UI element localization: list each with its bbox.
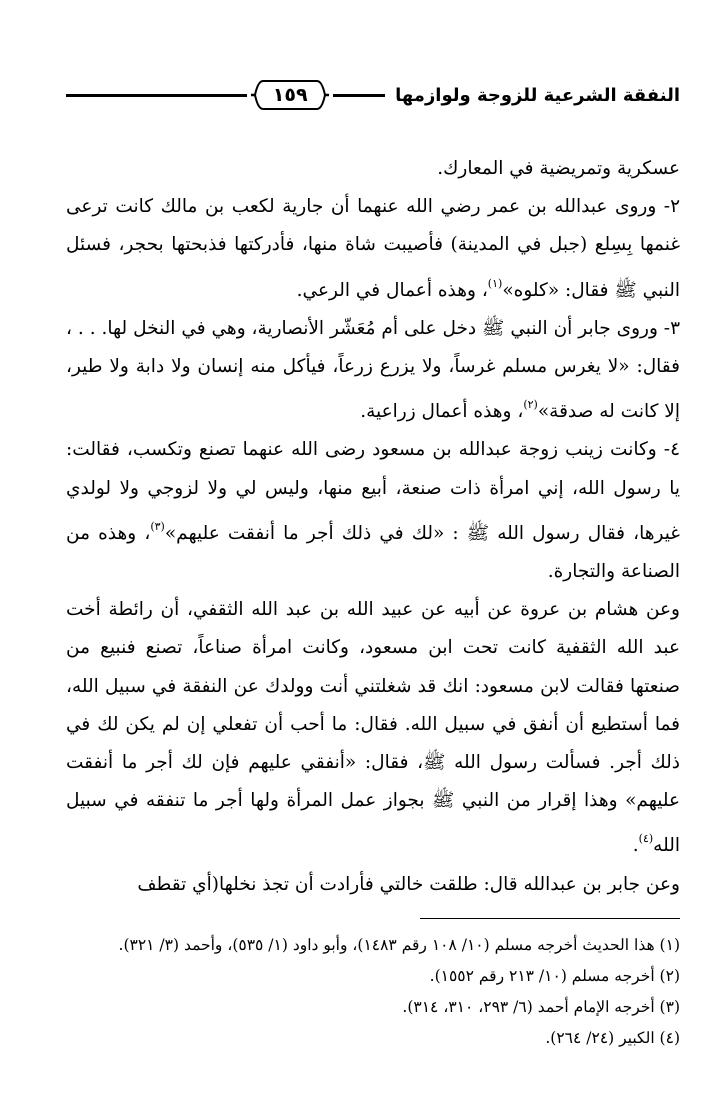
paragraph-5 [66, 591, 680, 865]
paragraph-text: ، وهذه أعمال زراعية. [360, 401, 524, 423]
paragraph-6: وعن جابر بن عبدالله قال: طلقت خالتي فأرادت أن تجذ نخلها(أي تقطف [137, 873, 680, 895]
paragraph-text: ٣- وروى جابر أن النبي ﷺ دخل على أم مُعَشّر الأنصارية، وهي في النخل لها. . . ، فقال: «لا يغرس مسلم غرساً، ولا يزرع زرعاً، فيأكل منه إنسان ولا دابة ولا طير، إلا كانت له صدقة» [66, 317, 680, 423]
footnote-ref: (١) [487, 276, 503, 290]
main-text [66, 150, 680, 904]
footnote-ref: (٢) [523, 398, 538, 412]
paragraph-text: ٢- وروى عبدالله بن عمر رضي الله عنهما أن جارية لكعب بن مالك كانت ترعى غنمها بِسِلع (جبل في المدينة) فأصيبت شاة منها، فأدركتها فذبحتها بحجر، فسئل النبي ﷺ فقال: «كلوه» [66, 196, 680, 301]
footnote: (١) هذا الحديث أخرجه مسلم (١٠/ ١٠٨ رقم ١٤٨٣)، وأبو داود (١/ ٥٣٥)، وأحمد (٣/ ٣٢١). [118, 936, 680, 954]
paragraph-4 [66, 431, 680, 591]
paragraph-text: ٤- وكانت زينب زوجة عبدالله بن مسعود رضى الله عنهما تصنع وتكسب، فقالت: يا رسول الله، إني امرأة ذات صنعة، أبيع منها، وليس لي ولا لزوجي ولا لولدي غيرها، فقال رسول الله ﷺ : «لك في ذلك أجر ما أنفقت عليهم» [66, 439, 680, 544]
footnote-ref: (٤) [638, 832, 654, 846]
paragraph-text: ، وهذه من الصناعة والتجارة. [66, 522, 680, 583]
page-header [66, 70, 680, 120]
paragraph-text: وعن هشام بن عروة عن أبيه عن عبيد الله بن عبد الله الثقفي، أن رائطة أخت عبد الله الثقفية كانت تحت ابن مسعود، وكانت امرأة صناعاً، تصنع فنبيع من صنعتها فقالت لابن مسعود: انك قد شغلتني أنت وولدك عن النفقة في سبيل الله، فما أستطيع أن أنفق في سبيل الله. فقال: ما أحب أن تفعلي إن لم يكن لك في ذلك أجر. فسألت رسول الله ﷺ، فقال: «أنفقي عليهم فإن لك أجر ما أنفقت عليهم» وهذا إقرار من النبي ﷺ بجواز عمل المرأة ولها أجر ما تنفقه في سبيل الله [66, 599, 680, 857]
header-rule-right [333, 94, 385, 97]
header-rule-left [66, 94, 247, 97]
footnote: (٣) أخرجه الإمام أحمد (٦/ ٢٩٣، ٣١٠، ٣١٤). [402, 998, 680, 1016]
page-number: ١٥٩ [272, 84, 308, 106]
paragraph: عسكرية وتمريضية في المعارك. [437, 158, 680, 179]
footnote: (٤) الكبير (٢٤/ ٢٦٤). [545, 1029, 680, 1047]
footnotes [66, 930, 680, 1054]
footnote: (٢) أخرجه مسلم (١٠/ ٢١٣ رقم ١٥٥٢). [429, 967, 680, 985]
paragraph-2 [66, 188, 680, 310]
paragraph-text: . [632, 835, 639, 857]
paragraph-text: ، وهذه أعمال في الرعي. [296, 279, 488, 301]
running-title: النفقة الشرعية للزوجة ولوازمها [395, 84, 680, 106]
footnote-separator [420, 918, 680, 919]
page-number-frame [251, 78, 329, 112]
paragraph-3 [66, 310, 680, 432]
footnote-ref: (٣) [150, 519, 165, 533]
